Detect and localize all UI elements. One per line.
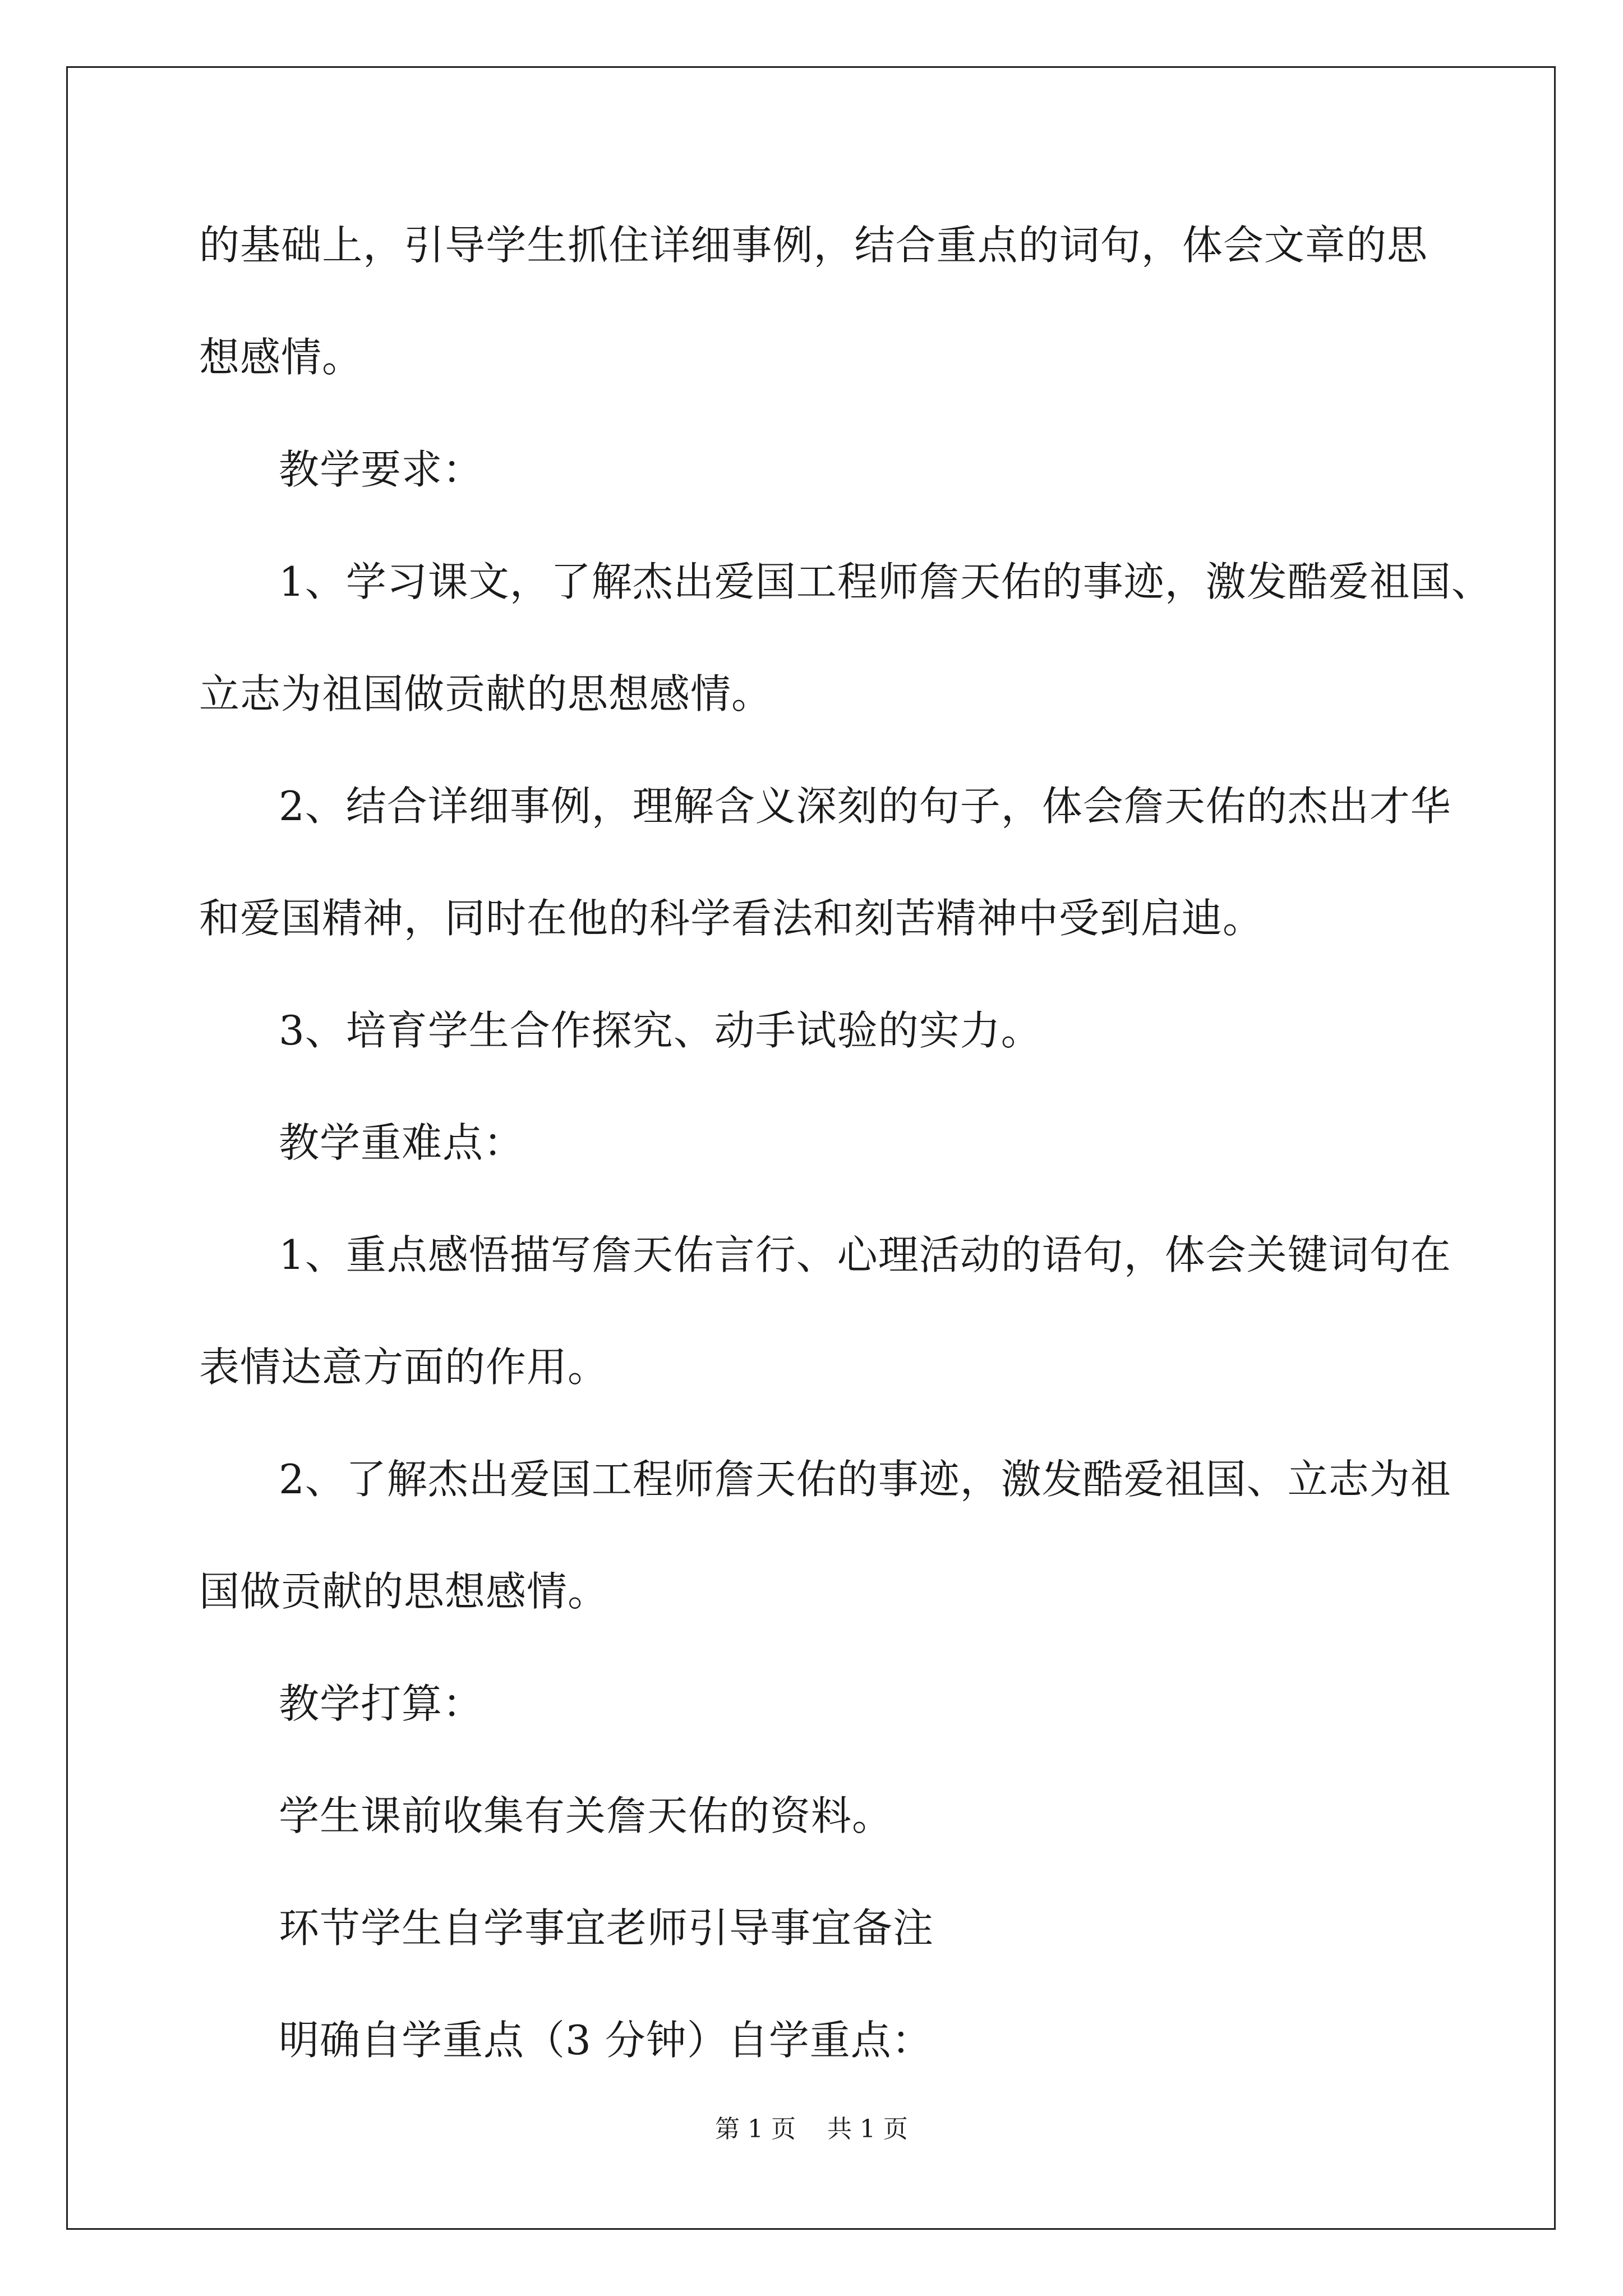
text-line: 的基础上，引导学生抓住详细事例，结合重点的词句，体会文章的思 [199, 222, 1427, 269]
text-line: 环节学生自学事宜老师引导事宜备注 [279, 1904, 934, 1952]
text-line: 学生课前收集有关詹天佑的资料。 [279, 1792, 893, 1839]
text-line: 1、重点感悟描写詹天佑言行、心理活动的语句，体会关键词句在 [279, 1231, 1451, 1278]
text-line: 2、了解杰出爱国工程师詹天佑的事迹，激发酷爱祖国、立志为祖 [279, 1456, 1451, 1503]
text-line: 3、培育学生合作探究、动手试验的实力。 [279, 1007, 1042, 1054]
section-heading: 教学打算： [279, 1680, 484, 1727]
text-line: 和爱国精神，同时在他的科学看法和刻苦精神中受到启迪。 [199, 895, 1264, 942]
text-line: 立志为祖国做贡献的思想感情。 [199, 670, 773, 717]
text-line: 想感情。 [199, 334, 363, 381]
text-line: 国做贡献的思想感情。 [199, 1568, 609, 1615]
text-line: 表情达意方面的作用。 [199, 1343, 609, 1391]
text-line: 明确自学重点（3 分钟）自学重点： [279, 2017, 933, 2064]
page-number-footer: 第 1 页 共 1 页 [715, 2115, 908, 2143]
section-heading: 教学重难点： [279, 1119, 525, 1166]
text-line: 1、学习课文，了解杰出爱国工程师詹天佑的事迹，激发酷爱祖国、 [279, 558, 1492, 605]
text-line: 2、结合详细事例，理解含义深刻的句子，体会詹天佑的杰出才华 [279, 783, 1451, 830]
section-heading: 教学要求： [279, 446, 484, 493]
